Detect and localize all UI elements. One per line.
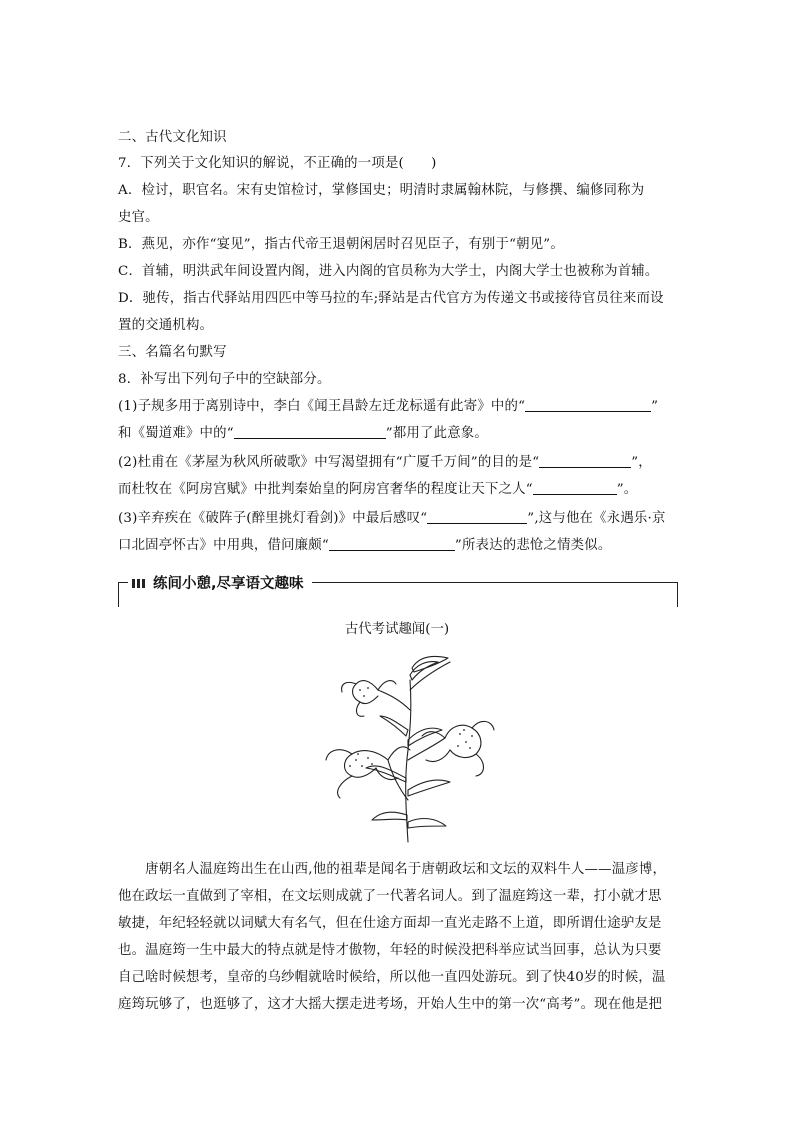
- banner-title-text: 练间小憩,尽享语文趣味: [153, 576, 304, 592]
- question-7-option-c: C．首辅，明洪武年间设置内阁，进入内阁的官员称为大学士，内阁大学士也被称为首辅。: [118, 264, 659, 279]
- question-8-part-1: [118, 395, 658, 414]
- question-8-part-1-text-d: ”都用了此意象。: [385, 426, 488, 441]
- question-8-part-2: [118, 451, 652, 470]
- article-paragraph-line: 敏捷，年纪轻轻就以词赋大有名气，但在仕途方面却一直光走路不上道，即所谓仕途驴友是: [118, 916, 662, 931]
- question-8-part-3-text-d: ”所表达的悲怆之情类似。: [454, 538, 612, 553]
- question-8-part-3-text-c: 口北固亭怀古》中用典，借问廉颇“: [118, 538, 329, 553]
- question-7-option-a-cont: 史官。: [118, 210, 159, 225]
- question-8-part-2-text-d: ”。: [616, 482, 638, 497]
- question-7-option-b: B．燕见，亦作“宴见”，指古代帝王退朝闲居时召见臣子，有别于“朝见”。: [118, 237, 564, 252]
- article-title: 古代考试趣闻(一): [344, 622, 450, 637]
- section-heading-cultural-knowledge: 二、古代文化知识: [118, 130, 227, 145]
- break-banner: [118, 568, 678, 608]
- question-7-option-d: D．驰传，指古代驿站用四匹中等马拉的车;驿站是古代官方为传递文书或接待官员往来而设: [118, 291, 664, 306]
- article-paragraph-line: 唐朝名人温庭筠出生在山西,他的祖辈是闻名于唐朝政坛和文坛的双料牛人——温彦博，: [118, 862, 667, 877]
- question-7-option-a: A．检讨，职官名。宋有史馆检讨，掌修国史；明清时隶属翰林院，与修撰、编修同称为: [118, 183, 645, 198]
- lily-flower-illustration: [300, 650, 500, 845]
- question-8-part-1-text-a: (1)子规多用于离别诗中，李白《闻王昌龄左迁龙标遥有此寄》中的“: [118, 399, 526, 414]
- question-8-part-3-cont: [118, 534, 611, 553]
- question-7-option-d-cont: 置的交通机构。: [118, 318, 214, 333]
- answer-blank-3[interactable]: [539, 453, 631, 468]
- answer-blank-6[interactable]: [329, 536, 455, 551]
- answer-blank-1[interactable]: [525, 397, 651, 412]
- question-7-stem: 7．下列关于文化知识的解说，不正确的一项是( ): [118, 156, 437, 171]
- question-8-part-2-text-a: (2)杜甫在《茅屋为秋风所破歌》中写渴望拥有“广厦千万间”的目的是“: [118, 455, 540, 470]
- question-8-part-1-cont: [118, 422, 488, 441]
- question-8-part-2-cont: [118, 478, 637, 497]
- question-8-part-2-text-c: 而杜牧在《阿房宫赋》中批判秦始皇的阿房宫奢华的程度让天下之人“: [118, 482, 533, 497]
- question-8-part-3-text-a: (3)辛弃疾在《破阵子(醉里挑灯看剑)》中最后感叹“: [118, 511, 428, 526]
- article-paragraph-line: 也。温庭筠一生中最大的特点就是恃才傲物，年轻的时候没把科举应试当回事，总认为只要: [118, 943, 662, 958]
- answer-blank-4[interactable]: [533, 480, 617, 495]
- question-8-part-3-text-b: ”,这与他在《永遇乐·京: [527, 511, 666, 526]
- answer-blank-5[interactable]: [427, 509, 527, 524]
- question-8-stem: 8．补写出下列句子中的空缺部分。: [118, 372, 331, 387]
- section-heading-famous-lines: 三、名篇名句默写: [118, 345, 227, 360]
- article-paragraph-line: 庭筠玩够了，也逛够了，这才大摇大摆走进考场，开始人生中的第一次“高考”。现在他是把: [118, 997, 663, 1012]
- bars-icon: [132, 576, 147, 592]
- banner-title: [128, 572, 312, 593]
- article-paragraph-line: 自己啥时候想考，皇帝的乌纱帽就啥时候给，所以他一直四处游玩。到了快40岁的时候，温: [118, 970, 666, 985]
- question-8-part-1-text-b: ”: [651, 399, 659, 414]
- question-8-part-2-text-b: ”，: [631, 455, 652, 470]
- answer-blank-2[interactable]: [234, 424, 386, 439]
- question-8-part-3: [118, 507, 666, 526]
- article-paragraph-line: 他在政坛一直做到了宰相，在文坛则成就了一代著名词人。到了温庭筠这一辈，打小就才思: [118, 889, 662, 904]
- question-8-part-1-text-c: 和《蜀道难》中的“: [118, 426, 234, 441]
